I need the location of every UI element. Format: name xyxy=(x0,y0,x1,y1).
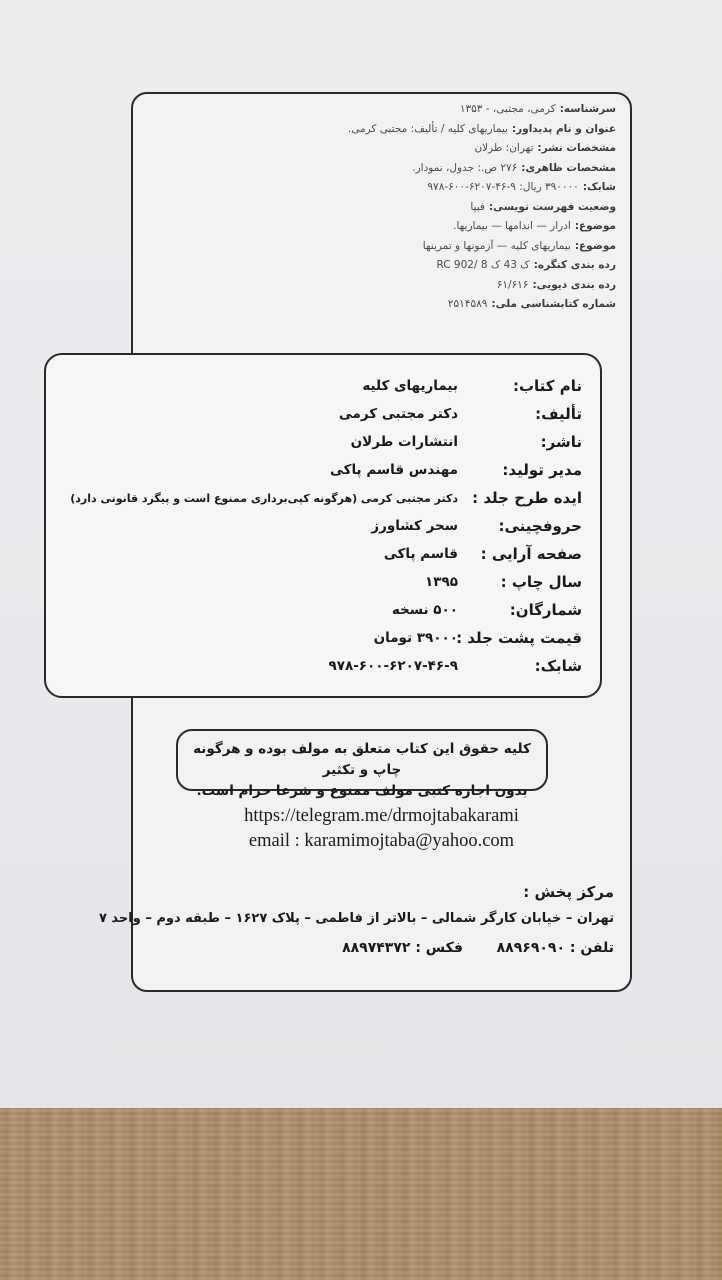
detail-row-title: نام کتاب: بیماریهای کلیه xyxy=(362,377,582,395)
cip-line: موضوع:بیماریهای کلیه — آزمونها و تمرینها xyxy=(422,239,616,252)
detail-row-author: تألیف: دکتر مجتبی کرمی xyxy=(338,405,582,423)
detail-row-production-manager: مدیر تولید: مهندس قاسم پاکی xyxy=(329,461,582,479)
distribution-phones xyxy=(342,940,614,956)
cip-line: شابک:۳۹۰۰۰۰ ریال: ۹-۴۶-۶۲۰۷-۶۰۰-۹۷۸ xyxy=(427,181,616,193)
cip-line: سرشناسه:کرمی، مجتبی، - ۱۳۵۳ xyxy=(459,103,616,115)
telegram-link[interactable]: https://telegram.me/drmojtabakarami xyxy=(244,806,519,826)
wooden-table xyxy=(0,1108,722,1280)
detail-row-cover-design: ایده طرح جلد : دکتر مجتبی کرمی (هرگونه کپی‌برداری ممنوع است و پیگرد قانونی دارد) xyxy=(70,489,582,507)
detail-row-layout: صفحه آرایی : قاسم پاکی xyxy=(383,545,582,563)
email-link[interactable]: email : karamimojtaba@yahoo.com xyxy=(248,831,515,851)
detail-row-typesetting: حروفچینی: سحر کشاورز xyxy=(371,517,582,535)
notice-line-2: بدون اجازه کتبی مولف ممنوع و شرعا حرام است. xyxy=(196,783,528,799)
cip-line: وضعیت فهرست نویسی:فیپا xyxy=(470,200,616,213)
detail-row-print-year: سال چاپ : ۱۳۹۵ xyxy=(425,573,582,591)
detail-row-publisher: ناشر: انتشارات طرلان xyxy=(350,433,582,451)
cataloging-in-publication xyxy=(186,100,616,315)
phone-number: ۸۸۹۶۹۰۹۰ xyxy=(496,940,565,956)
notice-line-1: کلیه حقوق این کتاب متعلق به مولف بوده و هرگونه چاپ و تکثیر xyxy=(193,741,531,778)
cip-line: رده بندی دیویی:۶۱/۶۱۶ xyxy=(496,278,616,291)
fax-label: فکس : xyxy=(415,940,463,956)
book-details-box xyxy=(44,353,602,698)
cip-line: مشخصات نشر:تهران: طرلان xyxy=(474,142,616,154)
distribution-title: مرکز پخش : xyxy=(523,883,614,901)
detail-row-isbn: شابک: ۹۷۸-۶۰۰-۶۲۰۷-۴۶-۹ xyxy=(328,657,582,675)
cip-line: عنوان و نام پدیداور:بیماریهای کلیه / تألیف: مجتبی کرمی. xyxy=(347,122,616,135)
cip-line: شماره کتابشناسی ملی:۲۵۱۴۵۸۹ xyxy=(447,298,616,310)
cip-line: موضوع:ادرار — اندامها — بیماریها. xyxy=(453,220,616,232)
detail-row-print-run: شمارگان: ۵۰۰ نسخه xyxy=(391,601,582,619)
detail-row-price: قیمت پشت جلد : ۳۹۰۰۰ تومان xyxy=(373,629,582,647)
fax-number: ۸۸۹۷۴۳۷۲ xyxy=(342,940,411,956)
cip-line: مشخصات ظاهری:۲۷۶ ص.: جدول، نمودار. xyxy=(412,161,616,174)
copyright-notice xyxy=(176,729,548,799)
cip-line: رده بندی کنگره:RC 902/ ک 43 ک 8 xyxy=(436,259,616,271)
phone-label: تلفن : xyxy=(569,940,614,956)
distribution-address: تهران – خیابان کارگر شمالی – بالاتر از فاطمی – پلاک ۱۶۲۷ – طبقه دوم – واحد ۷ xyxy=(98,911,614,926)
